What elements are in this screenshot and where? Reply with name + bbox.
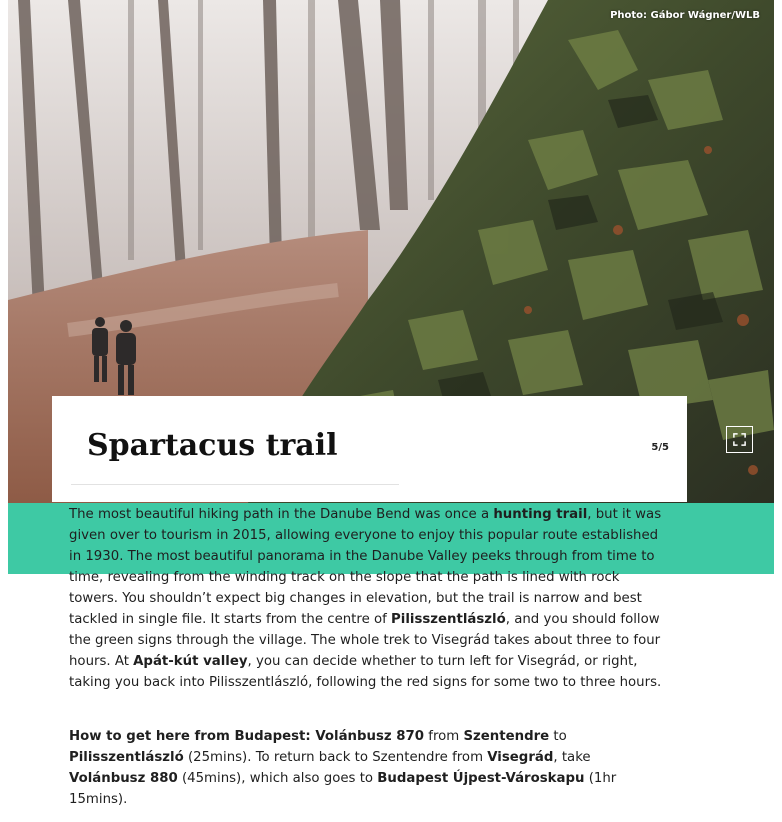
- bold-text: How to get here from Budapest:: [69, 729, 316, 744]
- bold-text: Volánbusz 880: [69, 771, 178, 786]
- fullscreen-button[interactable]: [726, 426, 753, 453]
- description-paragraph: [69, 504, 669, 693]
- title-divider: [71, 484, 399, 485]
- text-run: , and you should follow the green signs through the village. The whole trek to Visegrád takes about three to four hours. At: [69, 612, 661, 669]
- text-run: , take: [553, 750, 591, 765]
- text-run: (45mins), which also goes to: [177, 771, 378, 786]
- bold-text: Pilisszentlászló: [391, 612, 506, 627]
- text-run: , you can decide whether to turn left for Visegrád, or right, taking you back into Pilisszentlászló, following the red signs for some two to three hours.: [69, 654, 662, 690]
- bold-text: Pilisszentlászló: [69, 750, 184, 765]
- text-run: (25mins). To return back to Szentendre from: [183, 750, 488, 765]
- bold-text: Volánbusz 870: [315, 729, 425, 744]
- text-run: The most beautiful hiking path in the Danube Bend was once a: [69, 507, 494, 522]
- bold-text: Szentendre: [463, 729, 550, 744]
- article-body: [69, 504, 669, 810]
- text-run: , but it was given over to tourism in 2015, allowing everyone to enjoy this popular route established in 1930. The most beautiful panorama in the Danube Valley peeks through from time to time, revealing from the winding track on the slope that the path is lined with rock towers. You shouldn’t expect big changes in elevation, but the trail is narrow and best tackled in single file. It starts from the centre of: [69, 507, 662, 627]
- text-run: from: [424, 729, 464, 744]
- bold-text: Visegrád: [487, 750, 554, 765]
- directions-paragraph: [69, 726, 669, 810]
- bold-text: Budapest Újpest-Városkapu: [377, 771, 585, 786]
- bold-text: hunting trail: [493, 507, 588, 522]
- expand-corners-icon: [732, 432, 747, 447]
- bold-text: Apát-kút valley: [133, 654, 248, 669]
- text-run: to: [549, 729, 567, 744]
- slide-title-card: [52, 396, 687, 502]
- photo-credit: Photo: Gábor Wágner/WLB: [610, 10, 760, 21]
- text-run: (1hr 15mins).: [69, 771, 617, 807]
- slide-counter: 5/5: [651, 442, 669, 453]
- page-title: Spartacus trail: [87, 428, 338, 463]
